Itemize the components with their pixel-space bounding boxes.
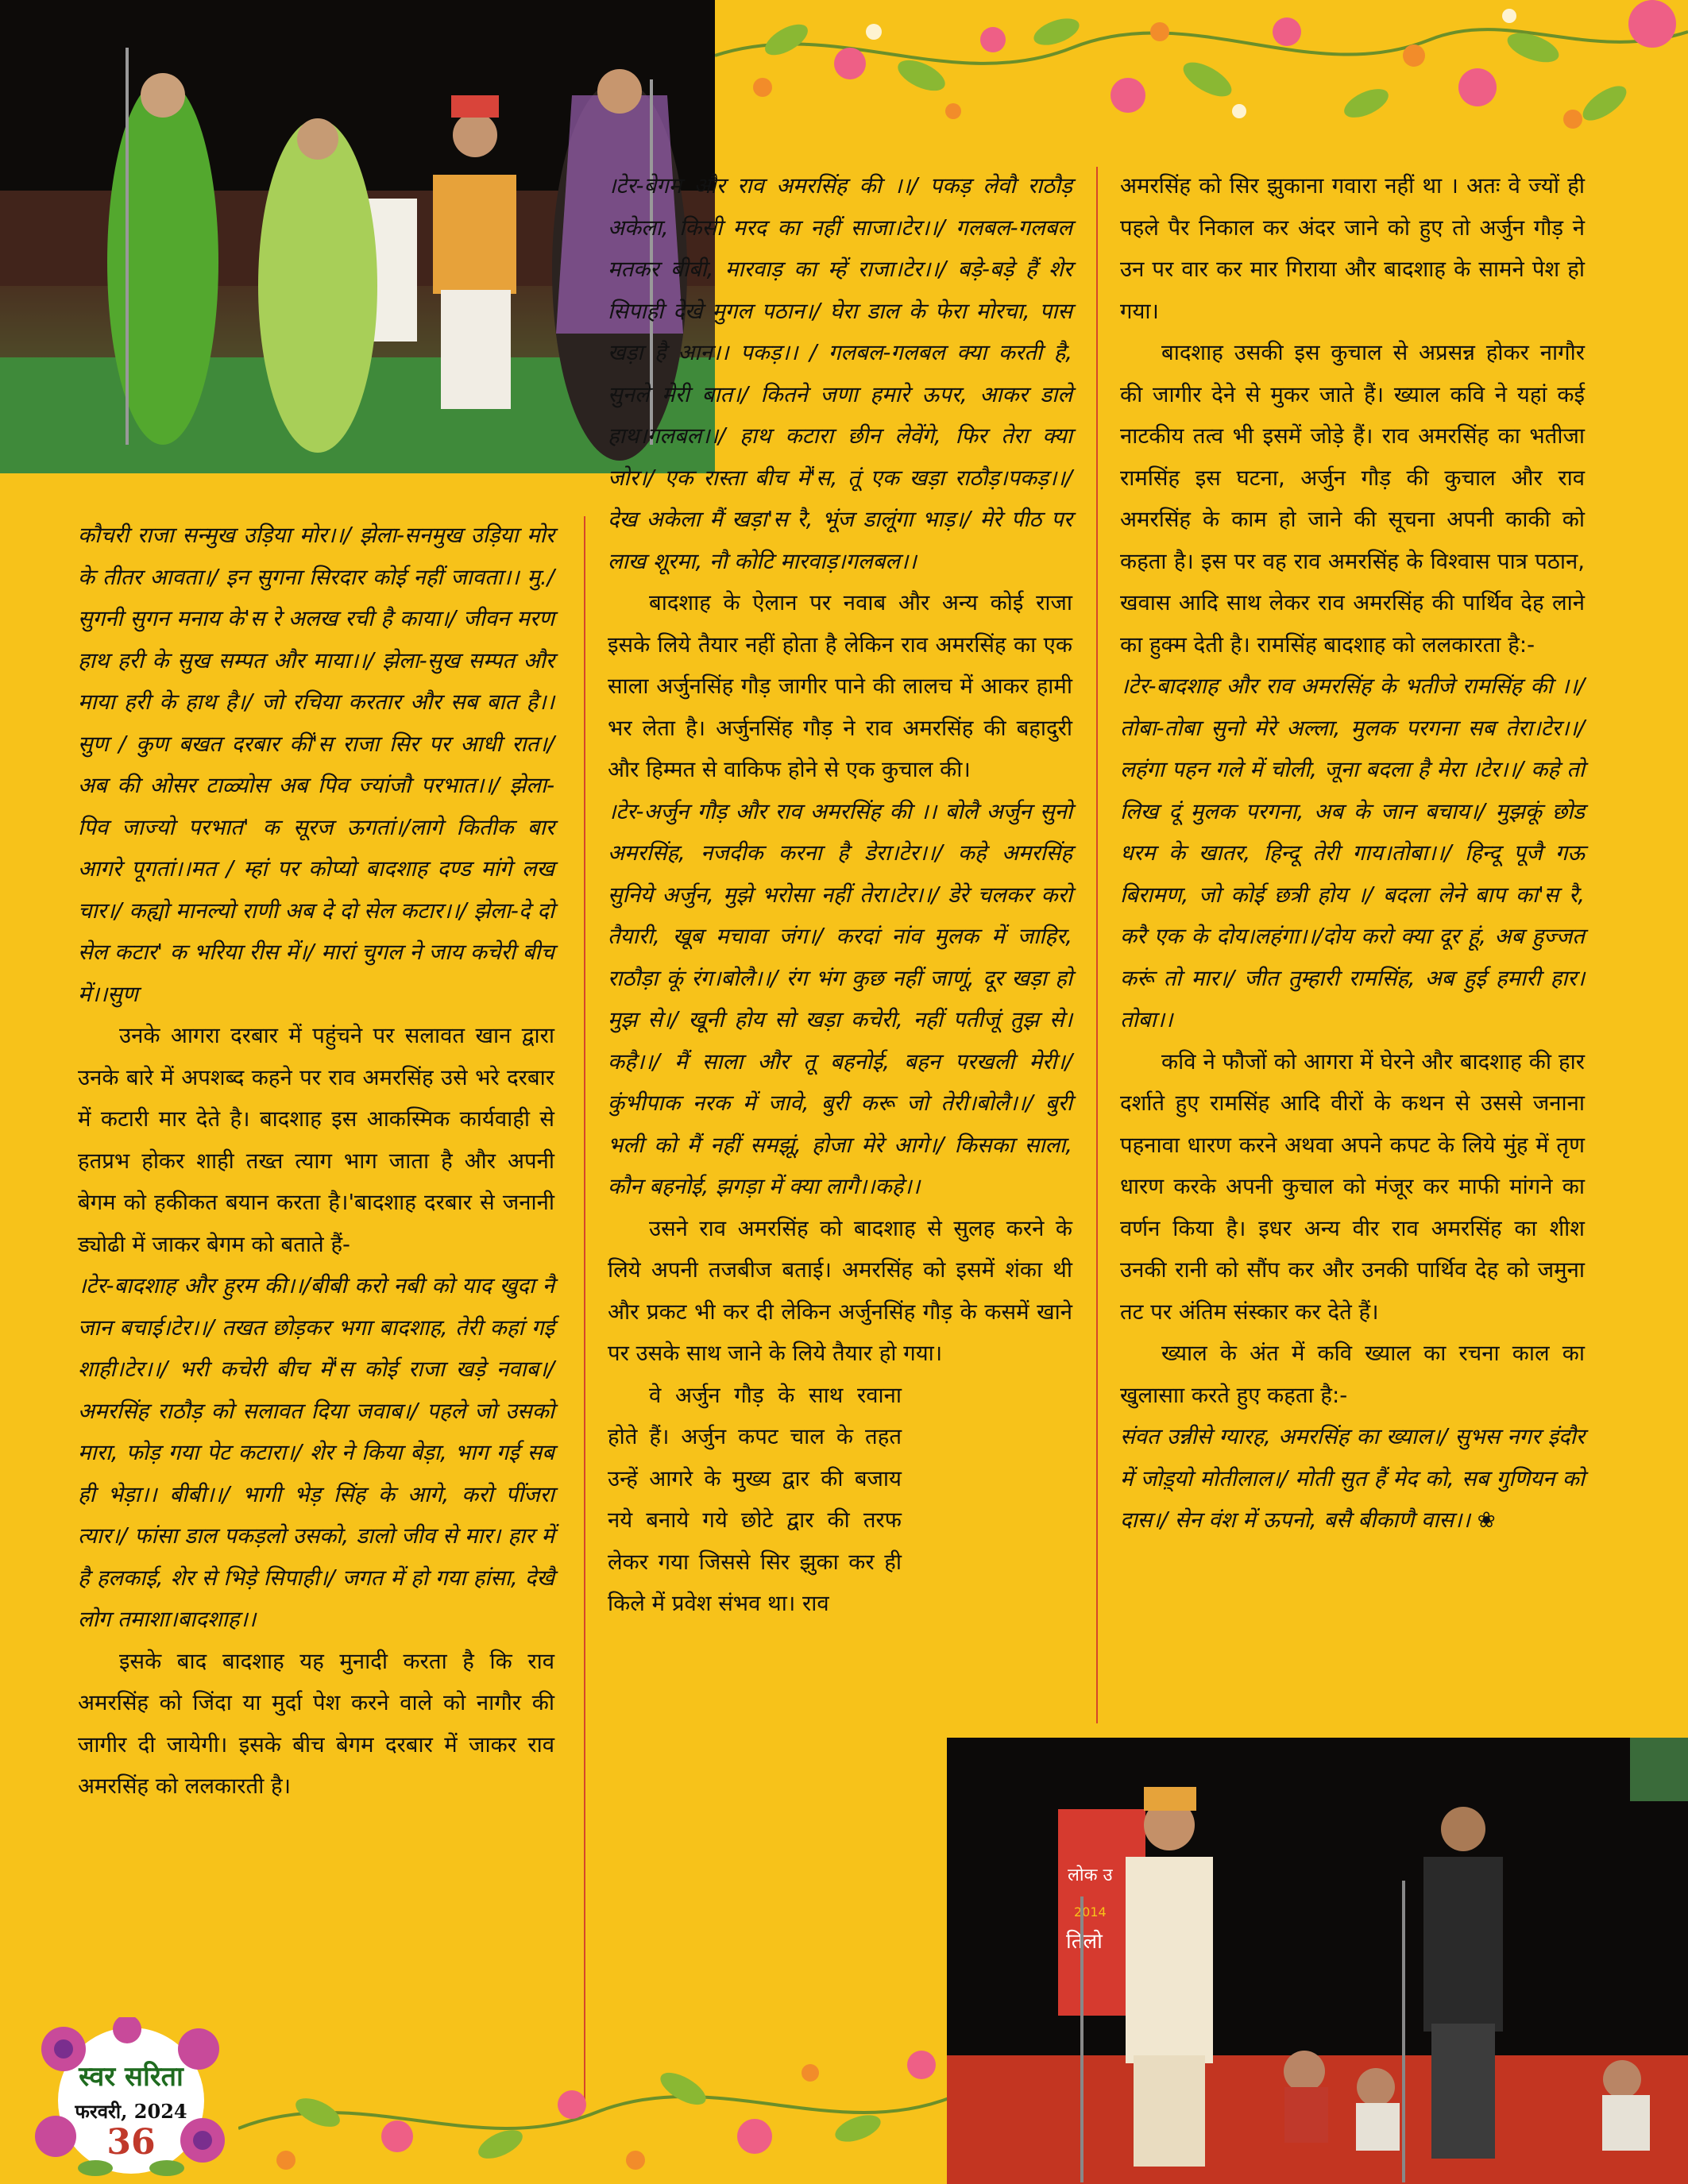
- column-1: [78, 515, 554, 1808]
- floral-border-top: [715, 0, 1688, 159]
- paragraph: उनके आगरा दरबार में पहुंचने पर सलावत खान द्वारा उनके बारे में अपशब्द कहने पर राव अमरसिंह उसे भरे दरबार में कटारी मार देते है। बादशाह इस आकस्मिक कार्यवाही से हतप्रभ होकर शाही तख्त त्याग भाग जाता है और अपनी बेगम को हकीकत बयान करता है।'बादशाह दरबार से जनानी ड्योढी में जाकर बेगम को बताते हैं-: [78, 1023, 554, 1257]
- verse-block: ।टेर-बादशाह और हुरम की।।/बीबी करो नबी को याद खुदा नै जान बचाई।टेर।।/ तखत छोड़कर भगा बादशाह, तेरी कहां गई शाही।टेर।।/ भरी कचेरी बीच में'स कोई राजा खड़े नवाब।/अमरसिंह राठौड़ को सलावत दिया जवाब।/ पहले जो उसको मारा, फोड़ गया पेट कटारा।/ शेर ने किया बेड़ा, भाग गई सब ही भेड़ा।। बीबी।।/ भागी भेड़ सिंह के आगे, करो पींजरा त्यार।/ फांसा डाल पकड़लो उसको, डालो जीव से मार। हार में है हलकाई, शेर से भिड़े सिपाही।/ जगत में हो गया हांसा, देखै लोग तमाशा।बादशाह।।: [78, 1273, 554, 1632]
- column-3: [1120, 165, 1585, 1542]
- stage-scene-illustration: [947, 1738, 1688, 2184]
- banner-top-text: लोक उ: [1068, 1866, 1113, 1885]
- column-2: [608, 165, 1072, 1625]
- paragraph: अमरसिंह को सिर झुकाना गवारा नहीं था । अतः वे ज्यों ही पहले पैर निकाल कर अंदर जाने को हुए तो अर्जुन गौड़ ने उन पर वार कर मार गिराया और बादशाह के सामने पेश हो गया।: [1120, 173, 1585, 324]
- bottom-performance-photo: [947, 1738, 1688, 2184]
- banner-year: 2014: [1074, 1904, 1107, 1920]
- verse-block: ।टेर-बादशाह और राव अमरसिंह के भतीजे रामसिंह की ।।/ तोबा-तोबा सुनो मेरे अल्ला, मुलक परगना सब तेरा।टेर।।/ लहंगा पहन गले में चोली, जूना बदला है मेरा ।टेर।।/ कहे तो लिख दूं मुलक परगना, अब के जान बचाय।/ मुझकूं छोड धरम के खातर, हिन्दू तेरी गाय।तोबा।।/ हिन्दू पूजै गऊ बिरामण, जो कोई छत्री होय ।/ बदला लेने बाप का'स रै, करै एक के दोय।लहंगा।।/दोय करो क्या दूर हूं, अब हुज्जत करूं तो मार।/ जीत तुम्हारी रामसिंह, अब हुई हमारी हार।तोबा।।: [1120, 673, 1585, 1032]
- paragraph: इसके बाद बादशाह यह मुनादी करता है कि राव अमरसिंह को जिंदा या मुर्दा पेश करने वाले को नागौर की जागीर दी जायेगी। इसके बीच बेगम दरबार में जाकर राव अमरसिंह को ललकारती है।: [78, 1648, 554, 1799]
- column-rule: [584, 516, 585, 2105]
- paragraph: कवि ने फौजों को आगरा में घेरने और बादशाह की हार दर्शाते हुए रामसिंह आदि वीरों के कथन से उससे जनाना पहनावा धारण करने अथवा अपने कपट के लिये मुंह में तृण धारण करके अपनी कुचाल को मंजूर कर माफी मांगने का वर्णन किया है। इधर अन्य वीर राव अमरसिंह का शीश उनकी रानी को सौंप कर और उनकी पार्थिव देह को जमुना तट पर अंतिम संस्कार कर देते हैं।: [1120, 1048, 1585, 1325]
- paragraph: ख्याल के अंत में कवि ख्याल का रचना काल का खुलासाा करते हुए कहता है:-: [1120, 1341, 1585, 1408]
- paragraph: बादशाह उसकी इस कुचाल से अप्रसन्न होकर नागौर की जागीर देने से मुकर जाते हैं। ख्याल कवि ने यहां कई नाटकीय तत्व भी इसमें जोड़े हैं। राव अमरसिंह का भतीजा रामसिंह इस घटना, अर्जुन गौड़ की कुचाल और राव अमरसिंह के काम हो जाने की सूचना अपनी काकी को कहता है। इस पर वह राव अमरसिंह के विश्वास पात्र पठान, खवास आदि साथ लेकर राव अमरसिंह की पार्थिव देह लाने का हुक्म देती है। रामसिंह बादशाह को ललकारता है:-: [1120, 340, 1585, 658]
- verse-block: ।टेर-अर्जुन गौड़ और राव अमरसिंह की ।। बोलै अर्जुन सुनो अमरसिंह, नजदीक करना है डेरा।टेर।।/ कहे अमरसिंह सुनिये अर्जुन, मुझे भरोसा नहीं तेरा।टेर।।/ डेरे चलकर करो तैयारी, खूब मचावा जंग।/ करदां नांव मुलक में जाहिर, राठौड़ा कूं रंग।बोलै।।/ रंग भंग कुछ नहीं जाणूं, दूर खड़ा हो मुझ से।/ खूनी होय सो खड़ा कचेरी, नहीं पतीजूं तुझ से।कहै।।/ मैं साला और तू बहनोई, बहन परखली मेरी।/ कुंभीपाक नरक में जावे, बुरी करू जो तेरी।बोलै।।/ बुरी भली को मैं नहीं समझूं, होजा मेरे आगे।/ किसका साला, कौन बहनोई, झगड़ा में क्या लागै।।कहे।।: [608, 798, 1072, 1199]
- verse-block: संवत उन्नीसे ग्यारह, अमरसिंह का ख्याल।/ सुभस नगर इंदौर में जोड़्यो मोतीलाल।/ मोती सुत हैं मेद को, सब गुणियन को दास।/ सेन वंश में ऊपनो, बसै बीकाणै वास।। ❀: [1120, 1424, 1585, 1533]
- paragraph: वे अर्जुन गौड़ के साथ रवाना होते हैं। अर्जुन कपट चाल के तहत उन्हें आगरे के मुख्य द्वार की बजाय नये बनाये गये छोटे द्वार की तरफ लेकर गया जिससे सिर झुका कर ही किले में प्रवेश संभव था। राव: [608, 1382, 902, 1616]
- column-rule: [1096, 167, 1098, 1723]
- floral-border-bottom: [238, 2017, 953, 2184]
- banner-bottom-text: तिलो: [1066, 1930, 1103, 1954]
- paragraph: उसने राव अमरसिंह को बादशाह से सुलह करने के लिये अपनी तजबीज बताई। अमरसिंह को इसमें शंका थी और प्रकट भी कर दी लेकिन अर्जुनसिंह गौड़ के कसमें खाने पर उसके साथ जाने के लिये तैयार हो गया।: [608, 1215, 1072, 1366]
- issue-date: फरवरी, 2024: [75, 2100, 187, 2123]
- verse-block: कौचरी राजा सन्मुख उड़िया मोर।।/ झेला-सनमुख उड़िया मोर के तीतर आवता।/ इन सुगना सिरदार कोई नहीं जावता।। मु./ सुगनी सुगन मनाय के'स रे अलख रची है काया।/ जीवन मरण हाथ हरी के सुख सम्पत और माया।।/ झेला-सुख सम्पत और माया हरी के हाथ है।/ जो रचिया करतार और सब बात है।। सुण / कुण बखत दरबार कीं'स राजा सिर पर आधी रात।/ अब की ओसर टाळ्योस अब पिव ज्यांजौ परभात।।/ झेला-पिव जाज्यो परभात' क सूरज ऊगतां।/लागे कितीक बार आगरे पूगतां।।मत / म्हां पर कोप्यो बादशाह दण्ड मांगे लख चार।/ कह्यो मानल्यो राणी अब दे दो सेल कटार।।/ झेला-दे दो सेल कटार' क भरिया रीस में।/ मारां चुगल ने जाय कचेरी बीच में।।सुण: [78, 523, 554, 1007]
- verse-block: ।टेर-बेगम और राव अमरसिंह की ।।/ पकड़ लेवौ राठौड़ अकेला, किसी मरद का नहीं साजा।टेर।।/ गलबल-गलबल मतकर बीबी, मारवाड़ का म्हें राजा।टेर।।/ बड़े-बड़े हैं शेर सिपाही देखे मुगल पठान।/ घेरा डाल के फेरा मोरचा, पास खड़ा है आन।। पकड़।। / गलबल-गलबल क्या करती है, सुनले मेरी बात।/ कितने जणा हमारे ऊपर, आकर डाले हाथ।गलबल।।/ हाथ कटारा छीन लेवेंगे, फिर तेरा क्या जोर।/ एक रास्ता बीच में'स, तूं एक खड़ा राठौड़।पकड़।।/ देख अकेला मैं खड़ा'स रै, भूंज डालूंगा भाड़।/ मेरे पीठ पर लाख शूरमा, नौ कोटि मारवाड़।गलबल।।: [608, 173, 1072, 574]
- paragraph: बादशाह के ऐलान पर नवाब और अन्य कोई राजा इसके लिये तैयार नहीं होता है लेकिन राव अमरसिंह का एक साला अर्जुनसिंह गौड़ जागीर पाने की लालच में आकर हामी भर लेता है। अर्जुनसिंह गौड़ ने राव अमरसिंह की बहादुरी और हिम्मत से वाकिफ होने से एक कुचाल की।: [608, 590, 1072, 782]
- page-number: 36: [106, 2122, 156, 2163]
- magazine-title: स्वर सरिता: [79, 2061, 183, 2093]
